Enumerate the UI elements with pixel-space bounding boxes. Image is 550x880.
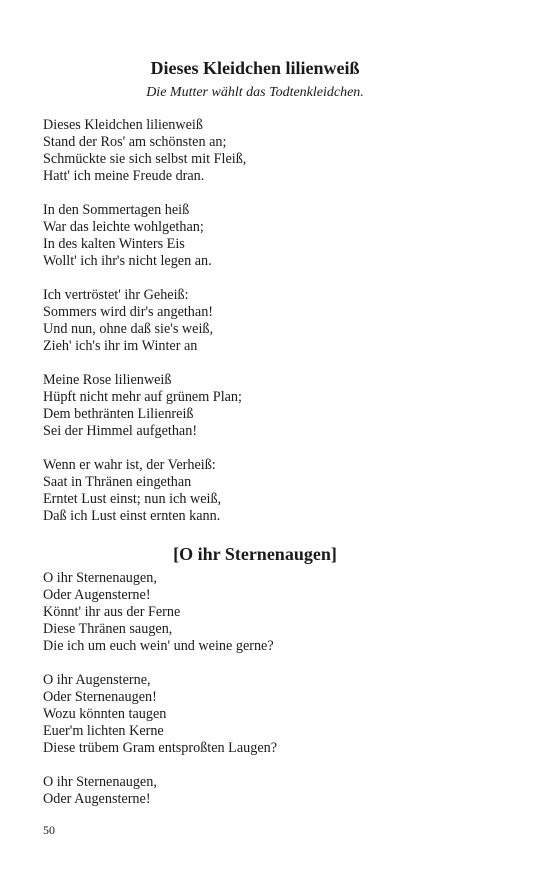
verse-line: Oder Augensterne! (43, 587, 151, 603)
poem-title: [O ihr Sternenaugen] (173, 544, 337, 564)
verse-line: Ich vertröstet' ihr Geheiß: (43, 287, 189, 303)
stanza (43, 672, 503, 757)
verse-line: Hüpft nicht mehr auf grünem Plan; (43, 389, 242, 405)
verse-line: Wenn er wahr ist, der Verheiß: (43, 457, 216, 473)
verse-line: Wozu könnten taugen (43, 706, 167, 722)
verse-line: Die ich um euch wein' und weine gerne? (43, 638, 274, 654)
stanza (43, 774, 503, 808)
verse-line: Saat in Thränen eingethan (43, 474, 192, 490)
verse-line: War das leichte wohlgethan; (43, 219, 204, 235)
verse-line: Sei der Himmel aufgethan! (43, 423, 198, 439)
poem-subtitle: Die Mutter wählt das Todtenkleidchen. (146, 85, 364, 100)
verse-line: Könnt' ihr aus der Ferne (43, 604, 181, 620)
verse-line: Oder Augensterne! (43, 791, 151, 807)
verse-line: Stand der Ros' am schönsten an; (43, 134, 227, 150)
verse-line: O ihr Sternenaugen, (43, 774, 157, 790)
verse-line: Hatt' ich meine Freude dran. (43, 168, 205, 184)
verse-line: Euer'm lichten Kerne (43, 723, 164, 739)
verse-line: In den Sommertagen heiß (43, 202, 190, 218)
verse-line: In des kalten Winters Eis (43, 236, 185, 252)
stanza (43, 372, 503, 440)
verse-line: Oder Sternenaugen! (43, 689, 157, 705)
verse-line: Schmückte sie sich selbst mit Fleiß, (43, 151, 247, 167)
verse-line: Diese trübem Gram entsproßten Laugen? (43, 740, 278, 756)
poem-title: Dieses Kleidchen lilienweiß (150, 58, 360, 78)
stanza (43, 570, 503, 655)
stanza (43, 202, 503, 270)
verse-line: Zieh' ich's ihr im Winter an (43, 338, 198, 354)
page-number: 50 (43, 823, 55, 837)
verse-line: O ihr Sternenaugen, (43, 570, 157, 586)
verse-line: Wollt' ich ihr's nicht legen an. (43, 253, 212, 269)
stanza (43, 117, 503, 185)
stanza (43, 457, 503, 525)
verse-line: Dieses Kleidchen lilienweiß (43, 117, 203, 133)
verse-line: O ihr Augensterne, (43, 672, 151, 688)
verse-line: Meine Rose lilienweiß (43, 372, 172, 388)
verse-line: Daß ich Lust einst ernten kann. (43, 508, 221, 524)
stanza (43, 287, 503, 355)
poem-body (43, 570, 503, 825)
verse-line: Und nun, ohne daß sie's weiß, (43, 321, 214, 337)
verse-line: Diese Thränen saugen, (43, 621, 173, 637)
verse-line: Erntet Lust einst; nun ich weiß, (43, 491, 222, 507)
verse-line: Sommers wird dir's angethan! (43, 304, 214, 320)
verse-line: Dem bethränten Lilienreiß (43, 406, 194, 422)
poem-body (43, 117, 503, 542)
